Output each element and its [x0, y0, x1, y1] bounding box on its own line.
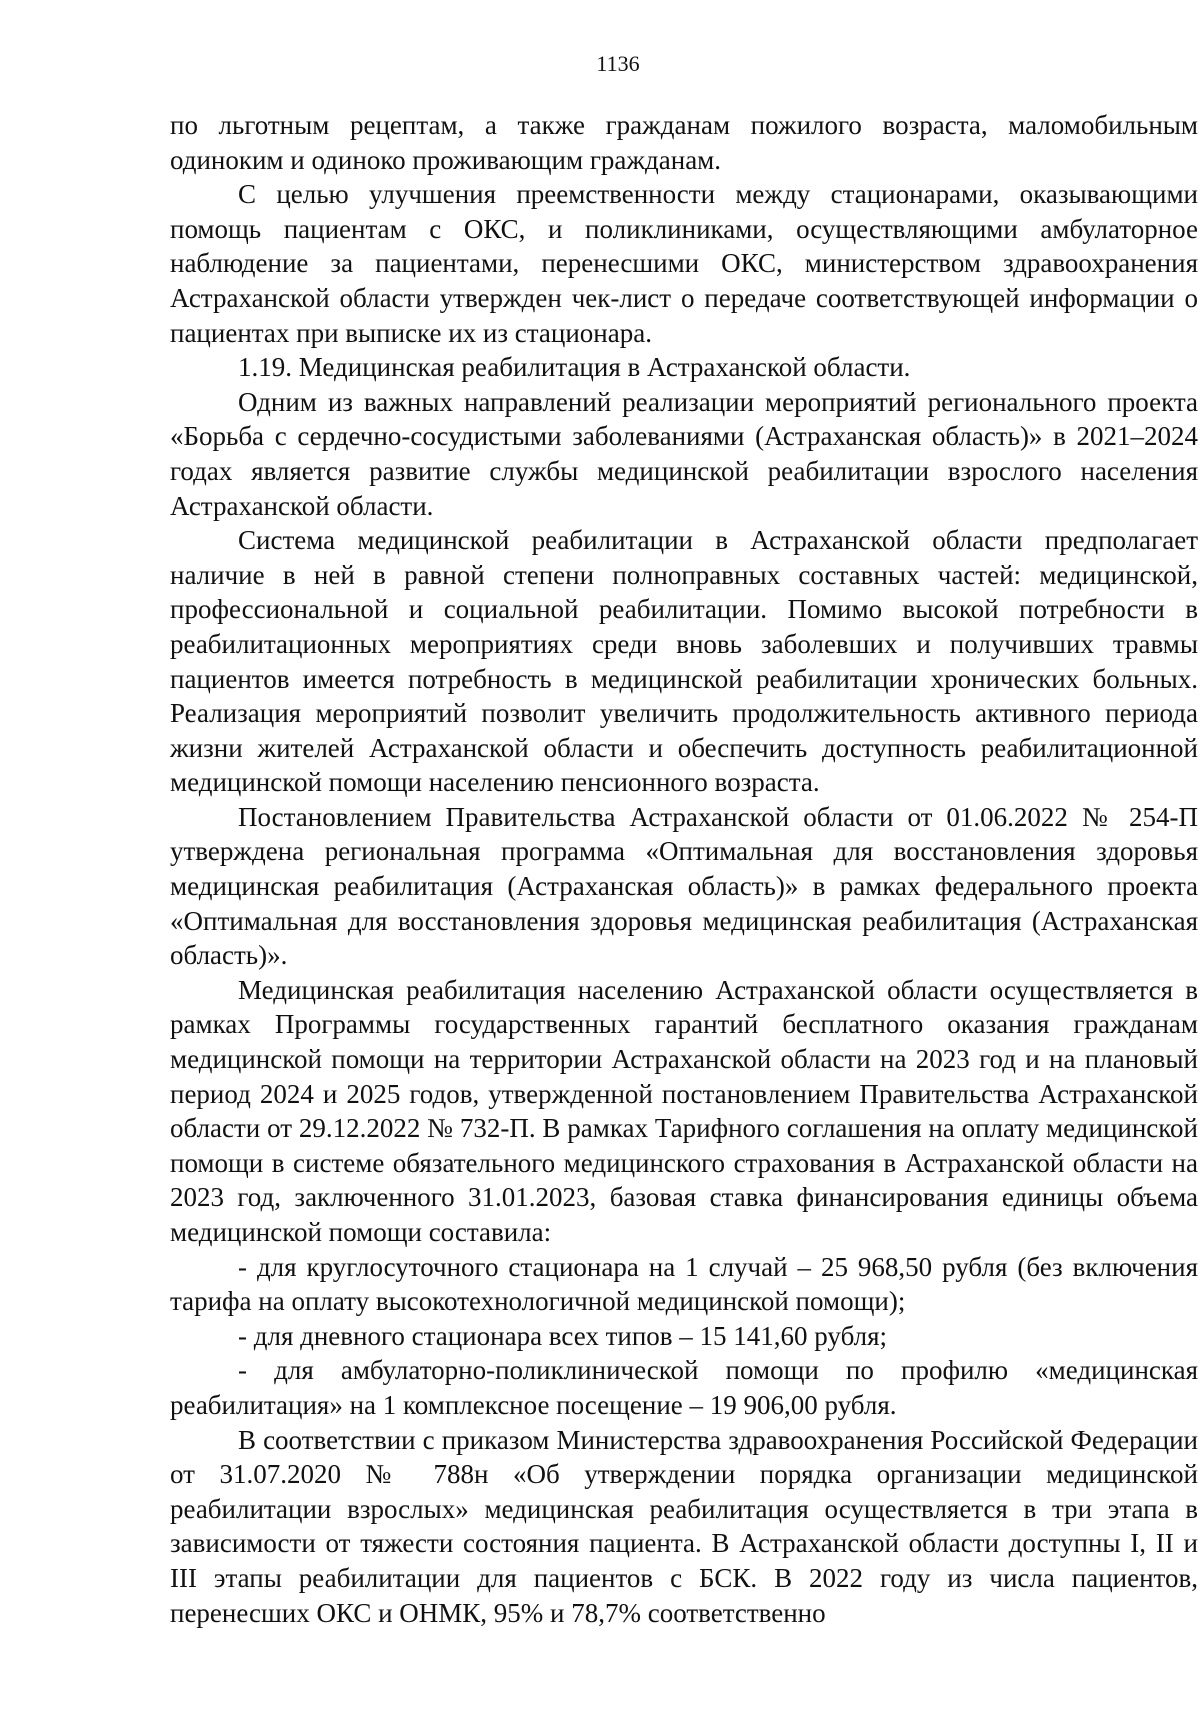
page-number: 1136	[596, 51, 640, 76]
document-body	[170, 108, 1198, 1630]
list-item-round-the-clock: - для круглосуточного стационара на 1 случай – 25 968,50 рубля (без включения тарифа на оплату высокотехнологичной медицинской помощи);	[170, 1251, 1198, 1317]
list-item-outpatient: - для амбулаторно-поликлинической помощи по профилю «медицинская реабилитация» на 1 комплексное посещение – 19 906,00 рубля.	[170, 1355, 1198, 1420]
paragraph-regional-project: Одним из важных направлений реализации мероприятий регионального проекта «Борьба с сердечно-сосудистыми заболеваниями (Астраханская область)» в 2021–2024 годах является развитие службы медицинской реабилитации взрослого населения Астраханской области.	[170, 386, 1198, 521]
paragraph-order-788n: В соответствии с приказом Министерства здравоохранения Российской Федерации от 31.07.2020 № 788н «Об утверждении порядка организации медицинской реабилитации взрослых» медицинская реабилитация осуществляется в три этапа в зависимости от тяжести состояния пациента. В Астраханской области доступны I, II и III этапы реабилитации для пациентов с БСК. В 2022 году из числа пациентов, перенесших ОКС и ОНМК, 95% и 78,7% соответственно	[170, 1424, 1198, 1628]
paragraph-ocs-checklist: С целью улучшения преемственности между стационарами, оказывающими помощь пациентам с ОКС, и поликлиниками, осуществляющими амбулаторное наблюдение за пациентами, перенесшими ОКС, министерством здравоохранения Астраханской области утвержден чек-лист о передаче соответствующей информации о пациентах при выписке их из стационара.	[170, 179, 1198, 348]
list-item-day-hospital: - для дневного стационара всех типов – 15 141,60 рубля;	[238, 1320, 888, 1351]
paragraph-state-guarantees: Медицинская реабилитация населению Астраханской области осуществляется в рамках Программы государственных гарантий бесплатного оказания гражданам медицинской помощи на территории Астраханской области на 2023 год и на плановый период 2024 и 2025 годов, утвержденной постановлением Правительства Астраханской области от 29.12.2022 № 732-П. В рамках Тарифного соглашения на оплату медицинской помощи в системе обязательного медицинского страхования в Астраханской области на 2023 год, заключенного 31.01.2023, базовая ставка финансирования единицы объема медицинской помощи составила:	[170, 974, 1198, 1247]
paragraph-continuation: по льготным рецептам, а также гражданам пожилого возраста, маломобильным одиноким и одиноко проживающим гражданам.	[170, 110, 1198, 175]
paragraph-resolution-254p: Постановлением Правительства Астраханской области от 01.06.2022 № 254-П утверждена региональная программа «Оптимальная для восстановления здоровья медицинская реабилитация (Астраханская область)» в рамках федерального проекта «Оптимальная для восстановления здоровья медицинская реабилитация (Астраханская область)».	[170, 801, 1198, 971]
section-heading-1-19: 1.19. Медицинская реабилитация в Астраханской области.	[238, 352, 911, 383]
paragraph-rehab-system: Система медицинской реабилитации в Астраханской области предполагает наличие в ней в равной степени полноправных составных частей: медицинской, профессиональной и социальной реабилитации. Помимо высокой потребности в реабилитационных мероприятиях среди вновь заболевших и получивших травмы пациентов имеется потребность в медицинской реабилитации хронических больных. Реализация мероприятий позволит увеличить продолжительность активного периода жизни жителей Астраханской области и обеспечить доступность реабилитационной медицинской помощи населению пенсионного возраста.	[170, 525, 1198, 798]
